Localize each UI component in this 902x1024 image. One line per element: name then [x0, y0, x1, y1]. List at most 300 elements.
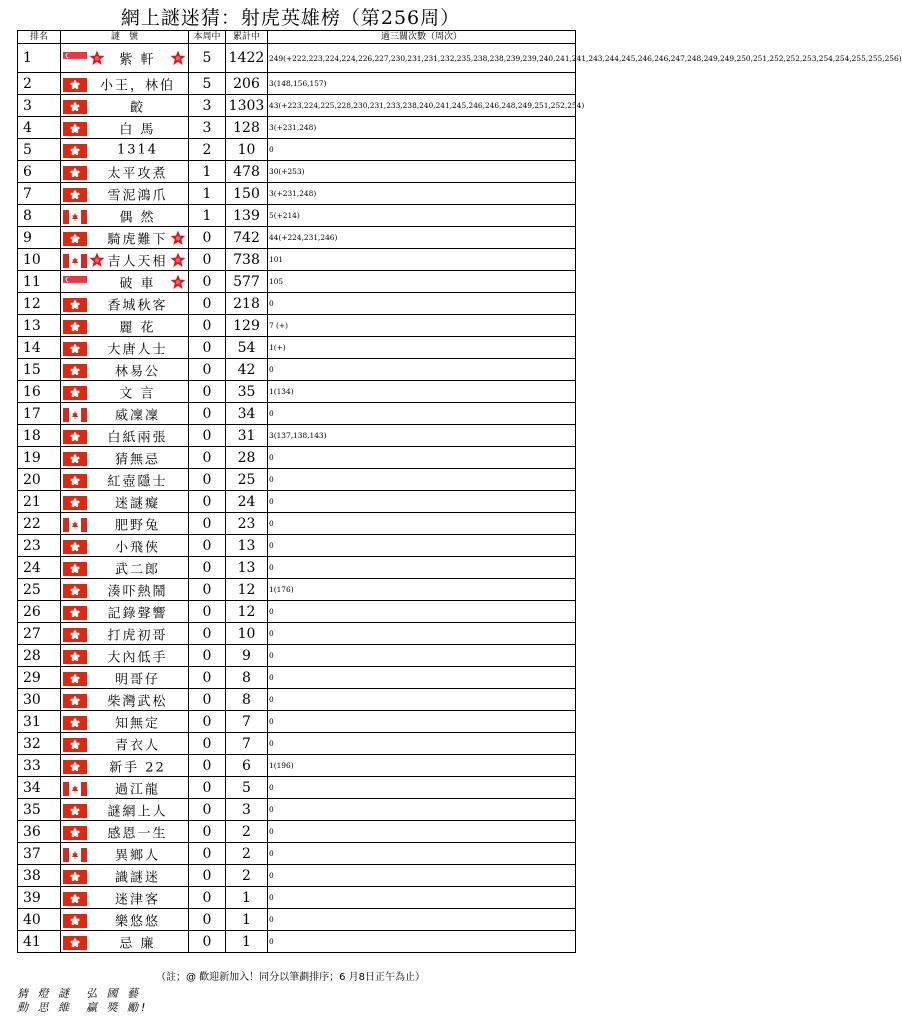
total-cell: 3	[226, 799, 268, 821]
player-name: 小王，林伯	[99, 78, 175, 93]
name-cell	[61, 469, 189, 491]
player-name: 麗 花	[119, 320, 156, 335]
total-cell: 738	[226, 249, 268, 271]
total-cell: 24	[226, 491, 268, 513]
canada-flag-icon	[63, 407, 87, 421]
singapore-flag-icon	[63, 51, 87, 65]
rank-cell: 14	[18, 337, 61, 359]
week-cell: 0	[189, 733, 226, 755]
total-cell: 42	[226, 359, 268, 381]
table-row	[18, 733, 576, 755]
table-row	[18, 249, 576, 271]
history-cell: 1(+)	[268, 337, 576, 359]
rank-cell: 3	[18, 95, 61, 117]
player-name: 香城秋客	[107, 298, 168, 313]
header-week: 本周中	[189, 31, 226, 44]
table-row	[18, 44, 576, 73]
canada-flag-icon	[63, 209, 87, 223]
week-cell: 0	[189, 425, 226, 447]
leaderboard-table	[17, 30, 902, 953]
name-cell	[61, 843, 189, 865]
rank-cell: 7	[18, 183, 61, 205]
total-cell: 28	[226, 447, 268, 469]
rank-cell: 16	[18, 381, 61, 403]
hong-kong-flag-icon	[63, 143, 87, 157]
table-row	[18, 403, 576, 425]
name-cell	[61, 139, 189, 161]
total-cell: 577	[226, 271, 268, 293]
rank-cell: 36	[18, 821, 61, 843]
week-cell: 0	[189, 271, 226, 293]
week-cell: 1	[189, 205, 226, 227]
history-cell: 0	[268, 667, 576, 689]
table-row	[18, 887, 576, 909]
week-cell: 0	[189, 689, 226, 711]
table-row	[18, 161, 576, 183]
week-cell: 0	[189, 601, 226, 623]
history-cell: 0	[268, 843, 576, 865]
history-cell: 0	[268, 535, 576, 557]
table-row	[18, 843, 576, 865]
name-cell	[61, 73, 189, 95]
table-row	[18, 73, 576, 95]
table-row	[18, 337, 576, 359]
week-cell: 0	[189, 535, 226, 557]
hong-kong-flag-icon	[63, 891, 87, 905]
hong-kong-flag-icon	[63, 495, 87, 509]
name-cell	[61, 403, 189, 425]
hong-kong-flag-icon	[63, 319, 87, 333]
player-name: 感恩一生	[107, 826, 168, 841]
total-cell: 206	[226, 73, 268, 95]
rank-cell: 12	[18, 293, 61, 315]
name-cell	[61, 337, 189, 359]
player-name: 太平攻煮	[107, 166, 168, 181]
rank-cell: 28	[18, 645, 61, 667]
player-name: 文 言	[119, 386, 156, 401]
name-cell	[61, 535, 189, 557]
header-total: 累計中	[226, 31, 268, 44]
table-body	[18, 44, 902, 953]
total-cell: 10	[226, 139, 268, 161]
rank-cell: 40	[18, 909, 61, 931]
player-name: 白 馬	[119, 122, 156, 137]
history-cell: 5(+214)	[268, 205, 576, 227]
name-cell	[61, 667, 189, 689]
history-cell: 0	[268, 777, 576, 799]
rank-cell: 29	[18, 667, 61, 689]
week-cell: 0	[189, 359, 226, 381]
total-cell: 2	[226, 843, 268, 865]
player-name: 大唐人士	[107, 342, 168, 357]
name-cell	[61, 117, 189, 139]
hong-kong-flag-icon	[63, 913, 87, 927]
total-cell: 8	[226, 667, 268, 689]
name-cell	[61, 601, 189, 623]
name-cell	[61, 315, 189, 337]
table-row	[18, 293, 576, 315]
name-cell	[61, 425, 189, 447]
rank-cell: 18	[18, 425, 61, 447]
rank-cell: 26	[18, 601, 61, 623]
player-name: 破 車	[119, 276, 156, 291]
player-name: 迷謎癡	[114, 496, 160, 511]
rank-cell: 41	[18, 931, 61, 953]
player-name: 柴灣武松	[107, 694, 168, 709]
hong-kong-flag-icon	[63, 803, 87, 817]
week-cell: 0	[189, 931, 226, 953]
name-cell	[61, 821, 189, 843]
player-name: 明哥仔	[114, 672, 160, 687]
week-cell: 0	[189, 645, 226, 667]
hong-kong-flag-icon	[63, 561, 87, 575]
rank-cell: 23	[18, 535, 61, 557]
player-name: 過江龍	[114, 782, 160, 797]
name-cell	[61, 271, 189, 293]
total-cell: 1303	[226, 95, 268, 117]
rank-cell: 39	[18, 887, 61, 909]
total-cell: 31	[226, 425, 268, 447]
rank-cell: 20	[18, 469, 61, 491]
player-name: 猜無忌	[114, 452, 160, 467]
player-name: 齩	[129, 100, 145, 115]
rank-cell: 34	[18, 777, 61, 799]
slogan-line: 動 思 維 贏 獎 勵!	[17, 1001, 149, 1014]
hong-kong-flag-icon	[63, 671, 87, 685]
week-cell: 0	[189, 821, 226, 843]
total-cell: 10	[226, 623, 268, 645]
name-cell	[61, 733, 189, 755]
player-name: 吉人天相	[107, 254, 168, 269]
rank-cell: 19	[18, 447, 61, 469]
history-cell: 0	[268, 403, 576, 425]
history-cell: 105	[268, 271, 576, 293]
week-cell: 1	[189, 161, 226, 183]
total-cell: 1	[226, 909, 268, 931]
table-row	[18, 447, 576, 469]
rank-cell: 30	[18, 689, 61, 711]
footnote: （註；@ 歡迎新加入！同分以筆劃排序；6 月8日正午為止）	[155, 972, 426, 983]
week-cell: 0	[189, 623, 226, 645]
table-row	[18, 535, 576, 557]
total-cell: 13	[226, 557, 268, 579]
player-name: 威凜凜	[114, 408, 160, 423]
star-badge-icon	[170, 230, 186, 246]
total-cell: 1	[226, 931, 268, 953]
history-cell: 0	[268, 447, 576, 469]
history-cell: 0	[268, 359, 576, 381]
hong-kong-flag-icon	[63, 231, 87, 245]
star-badge-icon	[170, 274, 186, 290]
week-cell: 0	[189, 865, 226, 887]
player-name: 武二郎	[114, 562, 160, 577]
history-cell: 1(176)	[268, 579, 576, 601]
hong-kong-flag-icon	[63, 693, 87, 707]
total-cell: 478	[226, 161, 268, 183]
player-name: 迷津客	[114, 892, 160, 907]
history-cell: 3(+231,248)	[268, 183, 576, 205]
total-cell: 12	[226, 601, 268, 623]
player-name: 紫 軒	[119, 52, 156, 68]
table-row	[18, 799, 576, 821]
canada-flag-icon	[63, 781, 87, 795]
week-cell: 1	[189, 183, 226, 205]
rank-cell: 33	[18, 755, 61, 777]
player-name: 偶 然	[119, 210, 156, 225]
week-cell: 3	[189, 117, 226, 139]
table-row	[18, 359, 576, 381]
history-cell: 0	[268, 909, 576, 931]
player-name: 雪泥鴻爪	[107, 188, 168, 203]
player-name: 小飛俠	[114, 540, 160, 555]
history-cell: 0	[268, 887, 576, 909]
player-name: 謎網上人	[107, 804, 168, 819]
name-cell	[61, 44, 189, 73]
table-row	[18, 513, 576, 535]
table-row	[18, 381, 576, 403]
total-cell: 23	[226, 513, 268, 535]
player-name: 樂悠悠	[114, 914, 160, 929]
week-cell: 0	[189, 799, 226, 821]
total-cell: 9	[226, 645, 268, 667]
table-row	[18, 931, 576, 953]
total-cell: 12	[226, 579, 268, 601]
week-cell: 3	[189, 95, 226, 117]
name-cell	[61, 777, 189, 799]
name-cell	[61, 711, 189, 733]
rank-cell: 8	[18, 205, 61, 227]
history-cell: 0	[268, 689, 576, 711]
week-cell: 5	[189, 73, 226, 95]
history-cell: 101	[268, 249, 576, 271]
rank-cell: 32	[18, 733, 61, 755]
week-cell: 5	[189, 44, 226, 73]
total-cell: 25	[226, 469, 268, 491]
history-cell: 0	[268, 733, 576, 755]
table-row	[18, 711, 576, 733]
name-cell	[61, 95, 189, 117]
week-cell: 0	[189, 667, 226, 689]
week-cell: 0	[189, 909, 226, 931]
week-cell: 0	[189, 381, 226, 403]
name-cell	[61, 249, 189, 271]
total-cell: 150	[226, 183, 268, 205]
rank-cell: 1	[18, 44, 61, 73]
hong-kong-flag-icon	[63, 121, 87, 135]
slogan-line: 猜 燈 謎 弘 國 藝	[17, 987, 141, 1000]
total-cell: 8	[226, 689, 268, 711]
table-row	[18, 755, 576, 777]
week-cell: 0	[189, 447, 226, 469]
total-cell: 54	[226, 337, 268, 359]
history-cell: 44(+224,231,246)	[268, 227, 576, 249]
week-cell: 0	[189, 337, 226, 359]
week-cell: 0	[189, 711, 226, 733]
table-row	[18, 183, 576, 205]
total-cell: 6	[226, 755, 268, 777]
table-row	[18, 425, 576, 447]
star-badge-icon	[170, 50, 186, 66]
name-cell	[61, 799, 189, 821]
week-cell: 0	[189, 403, 226, 425]
player-name: 新手 22	[109, 760, 166, 775]
hong-kong-flag-icon	[63, 715, 87, 729]
header-row	[18, 31, 576, 44]
canada-flag-icon	[63, 847, 87, 861]
week-cell: 0	[189, 227, 226, 249]
hong-kong-flag-icon	[63, 297, 87, 311]
table-row	[18, 469, 576, 491]
history-cell: 249(+222,223,224,224,226,227,230,231,231,232,235,238,238,239,239,240,241,241,243,244,245,246,246,247,248,249,249,250,251,252,252,253,254,254,255,255,256)	[268, 44, 576, 73]
page-title: 網上謎迷猜：射虎英雄榜（第256周）	[120, 7, 461, 29]
history-cell: 0	[268, 821, 576, 843]
header-name: 謎 號	[61, 31, 189, 44]
total-cell: 5	[226, 777, 268, 799]
history-cell: 0	[268, 623, 576, 645]
hong-kong-flag-icon	[63, 187, 87, 201]
table-row	[18, 117, 576, 139]
week-cell: 0	[189, 513, 226, 535]
hong-kong-flag-icon	[63, 649, 87, 663]
name-cell	[61, 865, 189, 887]
rank-cell: 10	[18, 249, 61, 271]
table-row	[18, 557, 576, 579]
table-row	[18, 909, 576, 931]
week-cell: 0	[189, 887, 226, 909]
history-cell: 1(196)	[268, 755, 576, 777]
player-name: 知無定	[114, 716, 160, 731]
week-cell: 0	[189, 777, 226, 799]
table-row	[18, 205, 576, 227]
table-row	[18, 95, 576, 117]
table-row	[18, 821, 576, 843]
history-cell: 0	[268, 557, 576, 579]
player-name: 大內低手	[107, 650, 168, 665]
total-cell: 218	[226, 293, 268, 315]
table-row	[18, 491, 576, 513]
history-cell: 0	[268, 491, 576, 513]
rank-cell: 24	[18, 557, 61, 579]
rank-cell: 22	[18, 513, 61, 535]
table-row	[18, 227, 576, 249]
rank-cell: 27	[18, 623, 61, 645]
table-row	[18, 271, 576, 293]
table-row	[18, 689, 576, 711]
rank-cell: 31	[18, 711, 61, 733]
rank-cell: 11	[18, 271, 61, 293]
name-cell	[61, 579, 189, 601]
total-cell: 2	[226, 865, 268, 887]
history-cell: 0	[268, 799, 576, 821]
hong-kong-flag-icon	[63, 737, 87, 751]
player-name: 忌 廉	[119, 936, 156, 951]
week-cell: 0	[189, 579, 226, 601]
total-cell: 742	[226, 227, 268, 249]
singapore-flag-icon	[63, 275, 87, 289]
table-row	[18, 645, 576, 667]
hong-kong-flag-icon	[63, 165, 87, 179]
hong-kong-flag-icon	[63, 627, 87, 641]
history-cell: 0	[268, 931, 576, 953]
history-cell: 3(+231,248)	[268, 117, 576, 139]
table-row	[18, 315, 576, 337]
total-cell: 7	[226, 733, 268, 755]
name-cell	[61, 755, 189, 777]
hong-kong-flag-icon	[63, 99, 87, 113]
history-cell: 0	[268, 711, 576, 733]
history-cell: 0	[268, 139, 576, 161]
player-name: 識謎迷	[114, 870, 160, 885]
total-cell: 2	[226, 821, 268, 843]
history-cell: 1(134)	[268, 381, 576, 403]
history-cell: 3(148,156,157)	[268, 73, 576, 95]
total-cell: 1422	[226, 44, 268, 73]
star-badge-icon	[170, 252, 186, 268]
player-name: 打虎初哥	[107, 628, 168, 643]
hong-kong-flag-icon	[63, 363, 87, 377]
table-row	[18, 777, 576, 799]
player-name: 記錄聲響	[107, 606, 168, 621]
hong-kong-flag-icon	[63, 385, 87, 399]
hong-kong-flag-icon	[63, 473, 87, 487]
total-cell: 34	[226, 403, 268, 425]
hong-kong-flag-icon	[63, 77, 87, 91]
name-cell	[61, 887, 189, 909]
player-name: 1314	[116, 142, 159, 157]
rank-cell: 37	[18, 843, 61, 865]
history-cell: 0	[268, 645, 576, 667]
history-cell: 0	[268, 469, 576, 491]
history-cell: 0	[268, 865, 576, 887]
total-cell: 7	[226, 711, 268, 733]
canada-flag-icon	[63, 517, 87, 531]
name-cell	[61, 491, 189, 513]
name-cell	[61, 447, 189, 469]
total-cell: 13	[226, 535, 268, 557]
week-cell: 0	[189, 293, 226, 315]
name-cell	[61, 205, 189, 227]
name-cell	[61, 161, 189, 183]
slogan	[17, 987, 148, 1015]
history-cell: 3(137,138,143)	[268, 425, 576, 447]
name-cell	[61, 513, 189, 535]
total-cell: 35	[226, 381, 268, 403]
rank-cell: 17	[18, 403, 61, 425]
name-cell	[61, 227, 189, 249]
hong-kong-flag-icon	[63, 341, 87, 355]
table-row	[18, 601, 576, 623]
name-cell	[61, 293, 189, 315]
rank-cell: 35	[18, 799, 61, 821]
total-cell: 129	[226, 315, 268, 337]
hong-kong-flag-icon	[63, 583, 87, 597]
rank-cell: 15	[18, 359, 61, 381]
hong-kong-flag-icon	[63, 429, 87, 443]
week-cell: 0	[189, 491, 226, 513]
hong-kong-flag-icon	[63, 451, 87, 465]
table-row	[18, 579, 576, 601]
history-cell: 43(+223,224,225,228,230,231,233,238,240,241,245,246,246,248,249,251,252,254)	[268, 95, 576, 117]
week-cell: 0	[189, 249, 226, 271]
header-history: 過三關次數（周次）	[268, 31, 576, 44]
week-cell: 2	[189, 139, 226, 161]
player-name: 異鄉人	[114, 848, 160, 863]
total-cell: 1	[226, 887, 268, 909]
hong-kong-flag-icon	[63, 605, 87, 619]
history-cell: 0	[268, 601, 576, 623]
name-cell	[61, 623, 189, 645]
hong-kong-flag-icon	[63, 539, 87, 553]
